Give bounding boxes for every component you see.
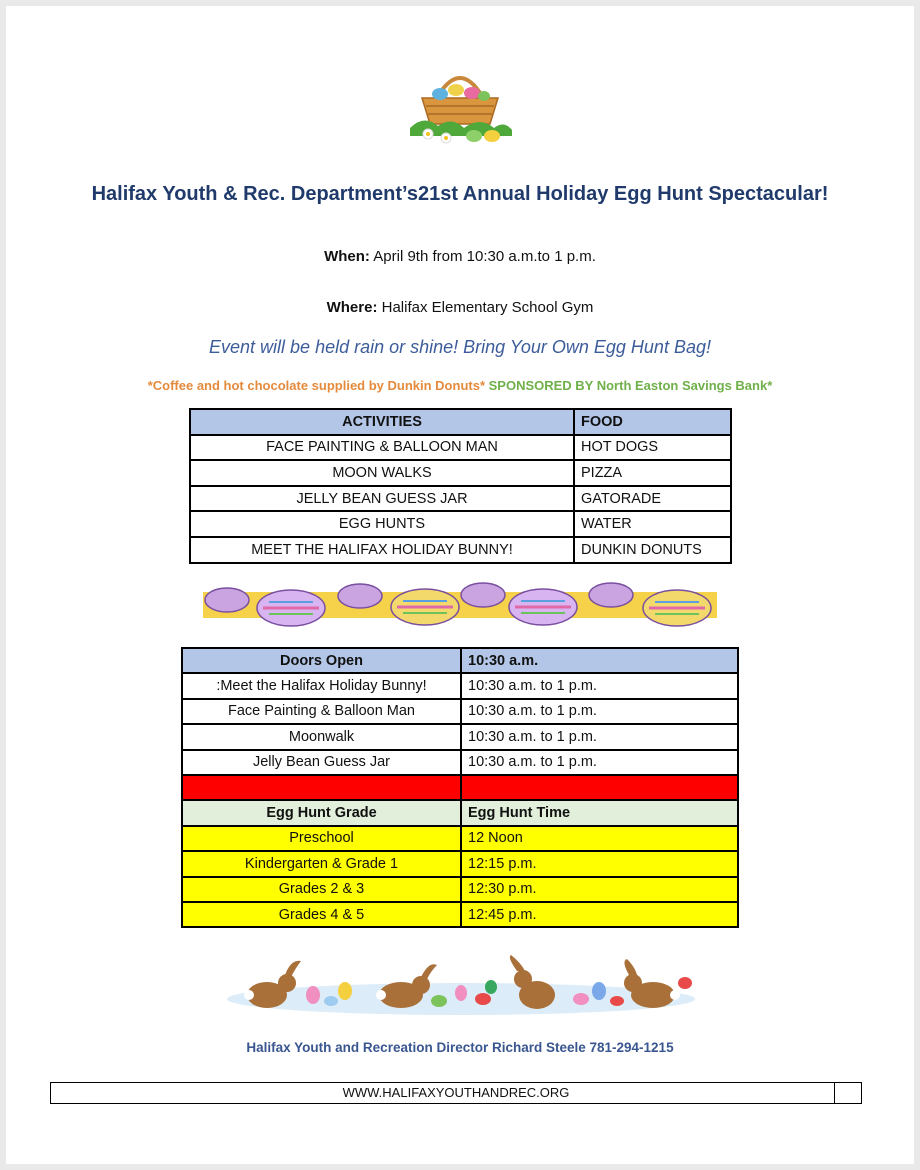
table-row: [190, 486, 731, 512]
table-row: [190, 460, 731, 486]
schedule-time-cell: 10:30 a.m. to 1 p.m.: [461, 699, 738, 724]
grade-row: [182, 826, 738, 851]
schedule-activity-cell: Jelly Bean Guess Jar: [182, 750, 461, 775]
grade-time-cell: 12:30 p.m.: [461, 877, 738, 902]
grade-time-cell: 12:15 p.m.: [461, 851, 738, 876]
sponsor-line: [0, 378, 920, 393]
schedule-activity-cell: Moonwalk: [182, 724, 461, 749]
decorated-eggs-banner: [203, 580, 719, 632]
grade-row: [182, 851, 738, 876]
grade-cell: Kindergarten & Grade 1: [182, 851, 461, 876]
food-cell: HOT DOGS: [574, 435, 731, 461]
director-contact: Halifax Youth and Recreation Director Richard Steele 781-294-1215: [246, 1040, 674, 1055]
red-cell: [461, 775, 738, 800]
coffee-sponsor: *Coffee and hot chocolate supplied by Dunkin Donuts*: [147, 378, 485, 393]
event-when: [0, 248, 920, 265]
doors-open-label: Doors Open: [182, 648, 461, 673]
website-link[interactable]: WWW.HALIFAXYOUTHANDREC.ORG: [342, 1085, 570, 1100]
food-cell: WATER: [574, 511, 731, 537]
table-row: [182, 673, 738, 698]
where-value: Halifax Elementary School Gym: [377, 299, 594, 316]
table-header-row: [190, 409, 731, 435]
red-cell: [182, 775, 461, 800]
activities-header: ACTIVITIES: [190, 409, 574, 435]
easter-basket-image: [404, 62, 516, 146]
where-label: Where:: [326, 299, 378, 316]
grade-time-cell: 12:45 p.m.: [461, 902, 738, 927]
schedule-time-cell: 10:30 a.m. to 1 p.m.: [461, 750, 738, 775]
grade-header: Egg Hunt Grade: [182, 800, 461, 825]
activity-cell: JELLY BEAN GUESS JAR: [190, 486, 574, 512]
footer-divider: [834, 1083, 835, 1103]
schedule-time-cell: 10:30 a.m. to 1 p.m.: [461, 673, 738, 698]
table-row: [190, 435, 731, 461]
when-label: When:: [324, 248, 370, 265]
food-cell: PIZZA: [574, 460, 731, 486]
red-divider-row: [182, 775, 738, 800]
time-header: Egg Hunt Time: [461, 800, 738, 825]
event-where: [0, 299, 920, 316]
grade-row: [182, 877, 738, 902]
table-row: [190, 511, 731, 537]
table-row: [182, 699, 738, 724]
table-row: [190, 537, 731, 563]
doors-open-row: [182, 648, 738, 673]
schedule-activity-cell: Face Painting & Balloon Man: [182, 699, 461, 724]
food-cell: DUNKIN DONUTS: [574, 537, 731, 563]
when-value: April 9th from 10:30 a.m.to 1 p.m.: [369, 248, 596, 265]
grade-row: [182, 902, 738, 927]
activity-cell: FACE PAINTING & BALLOON MAN: [190, 435, 574, 461]
page-title: Halifax Youth & Rec. Department’s21st Annual Holiday Egg Hunt Spectacular!: [91, 183, 829, 205]
schedule-activity-cell: :Meet the Halifax Holiday Bunny!: [182, 673, 461, 698]
grade-header-row: [182, 800, 738, 825]
doors-open-time: 10:30 a.m.: [461, 648, 738, 673]
activity-cell: MEET THE HALIFAX HOLIDAY BUNNY!: [190, 537, 574, 563]
activity-cell: EGG HUNTS: [190, 511, 574, 537]
bank-sponsor: SPONSORED BY North Easton Savings Bank*: [485, 378, 773, 393]
schedule-time-cell: 10:30 a.m. to 1 p.m.: [461, 724, 738, 749]
table-row: [182, 750, 738, 775]
table-row: [182, 724, 738, 749]
grade-cell: Grades 4 & 5: [182, 902, 461, 927]
food-header: FOOD: [574, 409, 731, 435]
grade-cell: Preschool: [182, 826, 461, 851]
schedule-table: [181, 647, 739, 928]
bunnies-and-eggs-banner: [225, 955, 697, 1023]
activity-cell: MOON WALKS: [190, 460, 574, 486]
website-footer: [50, 1082, 862, 1104]
grade-time-cell: 12 Noon: [461, 826, 738, 851]
rain-note: Event will be held rain or shine! Bring Your Own Egg Hunt Bag!: [209, 337, 711, 357]
grade-cell: Grades 2 & 3: [182, 877, 461, 902]
food-cell: GATORADE: [574, 486, 731, 512]
activities-food-table: [189, 408, 732, 564]
